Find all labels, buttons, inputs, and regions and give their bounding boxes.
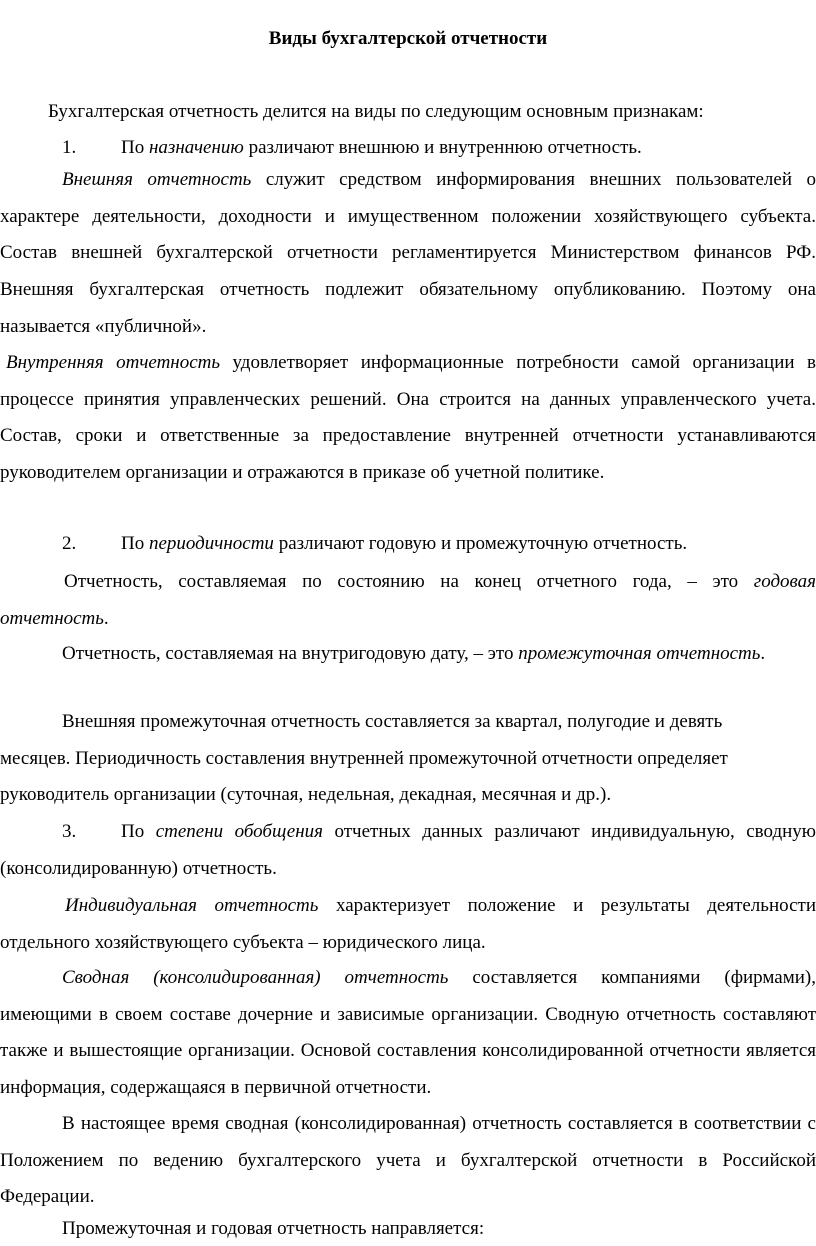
list-item-1-term: назначению (148, 137, 244, 158)
paragraph-external (0, 162, 816, 346)
list-number-1: 1. (62, 137, 77, 158)
interim-term: промежуточная отчетность (518, 643, 761, 664)
page-title: Виды бухгалтерской отчетности (268, 28, 548, 49)
list-item-1-prefix: По (121, 137, 145, 158)
paragraph-current (0, 1106, 816, 1216)
paragraph-sent: Промежуточная и годовая отчетность направляется: (62, 1218, 485, 1239)
list-number-2: 2. (62, 533, 77, 554)
list-item-3-rest: отчетных данных различают индивидуальную, сводную (консолидированную) отчетность. (0, 821, 816, 879)
paragraph-consolidated (0, 960, 816, 1107)
list-item-2-rest: различают годовую и промежуточную отчетность. (278, 533, 688, 554)
individual-text: характеризует положение и результаты деятельности отдельного хозяйствующего субъекта – юридического лица. (0, 895, 816, 953)
list-item-1 (121, 133, 642, 163)
internal-text: удовлетворяет информационные потребности самой организации в процессе принятия управленческих решений. Она строится на данных управленческого учета. Состав, сроки и ответственные за предоставление внутренней отчетности устанавливаются руководителем организации и отражаются в приказе об учетной политике. (0, 352, 816, 484)
list-item-1-rest: различают внешнюю и внутреннюю отчетность. (248, 137, 642, 158)
list-item-3 (0, 814, 816, 887)
interim-ext-line-2: месяцев. Периодичность составления внутренней промежуточной отчетности определяет (0, 748, 728, 769)
annual-text: Отчетность, составляемая по состоянию на конец отчетного года, – это (64, 571, 739, 592)
interim-text: Отчетность, составляемая на внутригодовую дату, – это (62, 643, 514, 664)
list-number-3: 3. (62, 821, 77, 842)
paragraph-interim (0, 636, 816, 673)
external-term: Внешняя отчетность (62, 169, 252, 190)
paragraph-internal (0, 345, 816, 492)
list-item-3-term: степени обобщения (155, 821, 323, 842)
intro-text: Бухгалтерская отчетность делится на виды по следующим основным признакам: (48, 101, 704, 122)
external-text: служит средством информирования внешних пользователей о характере деятельности, доходности и имущественном положении хозяйствующего субъекта. Состав внешней бухгалтерской отчетности регламентируется Министерством финансов РФ. Внешняя бухгалтерская отчетность подлежит обязательному опубликованию. Поэтому она называется «публичной». (0, 169, 816, 337)
consolidated-text: составляется компаниями (фирмами), имеющими в своем составе дочерние и зависимые организации. Сводную отчетность составляют также и вышестоящие организации. Основой составления консолидированной отчетности является информация, содержащаяся в первичной отчетности. (0, 967, 816, 1099)
individual-term: Индивидуальная отчетность (65, 895, 319, 916)
annual-term: годовая отчетность (0, 571, 816, 629)
list-item-2-term: периодичности (148, 533, 274, 554)
annual-end: . (103, 607, 109, 629)
paragraph-annual (0, 564, 816, 637)
interim-ext-line-3: руководитель организации (суточная, недельная, декадная, месячная и др.). (0, 784, 612, 805)
consolidated-term: Сводная (консолидированная) отчетность (62, 967, 449, 988)
list-item-3-prefix: По (121, 821, 145, 842)
internal-term: Внутренняя отчетность (6, 352, 221, 373)
list-item-2 (121, 529, 687, 559)
paragraph-individual (0, 888, 816, 961)
interim-ext-line-1: Внешняя промежуточная отчетность составляется за квартал, полугодие и девять (62, 711, 723, 732)
list-item-2-prefix: По (121, 533, 145, 554)
current-text: В настоящее время сводная (консолидированная) отчетность составляется в соответствии с Положением по ведению бухгалтерского учета и бухгалтерской отчетности в Российской Федерации. (0, 1113, 816, 1208)
interim-end: . (760, 643, 766, 664)
